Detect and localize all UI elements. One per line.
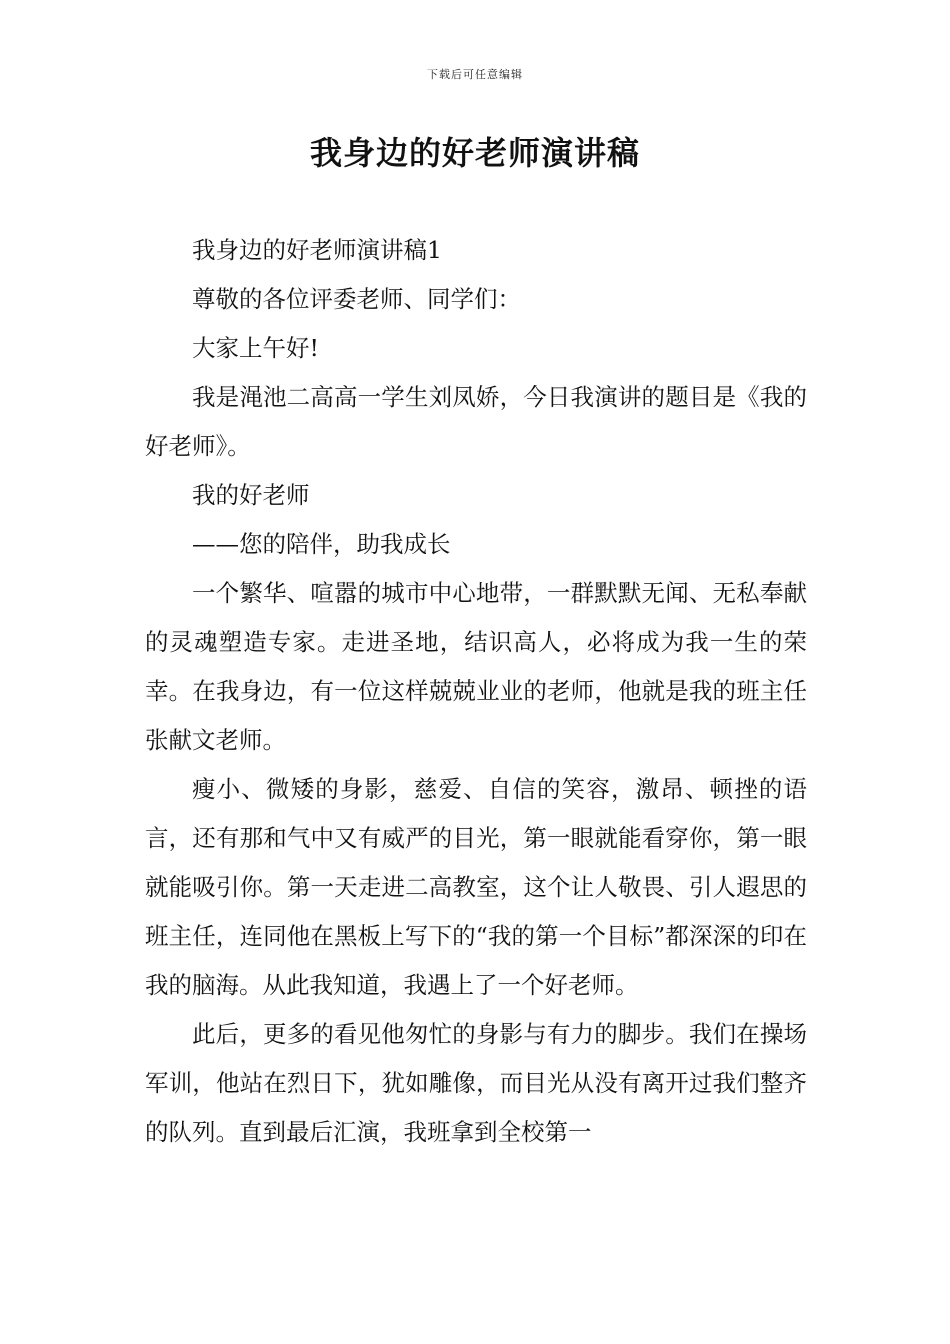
section-heading: 我的好老师 [192,481,310,509]
header-note: 下载后可任意编辑 [427,68,523,81]
body-paragraph: 此后，更多的看见他匆忙的身影与有力的脚步。我们在操场军训，他站在烈日下，犹如雕像，而目光从没有离开过我们整齐的队列。直到最后汇演，我班拿到全校第一 [145,1020,807,1146]
document-body [145,226,807,1157]
body-paragraph: 一个繁华、喧嚣的城市中心地带，一群默默无闻、无私奉献的灵魂塑造专家。走进圣地，结识高人，必将成为我一生的荣幸。在我身边，有一位这样兢兢业业的老师，他就是我的班主任张献文老师。 [145,579,807,754]
body-paragraph: 瘦小、微矮的身影，慈爱、自信的笑容，激昂、顿挫的语言，还有那和气中又有威严的目光，第一眼就能看穿你，第一眼就能吸引你。第一天走进二高教室，这个让人敬畏、引人遐思的班主任，连同他在黑板上写下的“我的第一个目标”都深深的印在我的脑海。从此我知道，我遇上了一个好老师。 [145,775,807,999]
greeting-paragraph: 尊敬的各位评委老师、同学们： [192,285,521,313]
document-title: 我身边的好老师演讲稿 [309,134,640,172]
salutation-paragraph: 大家上午好! [192,334,319,362]
section-subheading: ——您的陪伴，助我成长 [192,530,451,558]
subtitle-paragraph: 我身边的好老师演讲稿1 [192,236,442,264]
intro-paragraph: 我是渑池二高高一学生刘凤娇，今日我演讲的题目是《我的好老师》。 [145,383,807,460]
